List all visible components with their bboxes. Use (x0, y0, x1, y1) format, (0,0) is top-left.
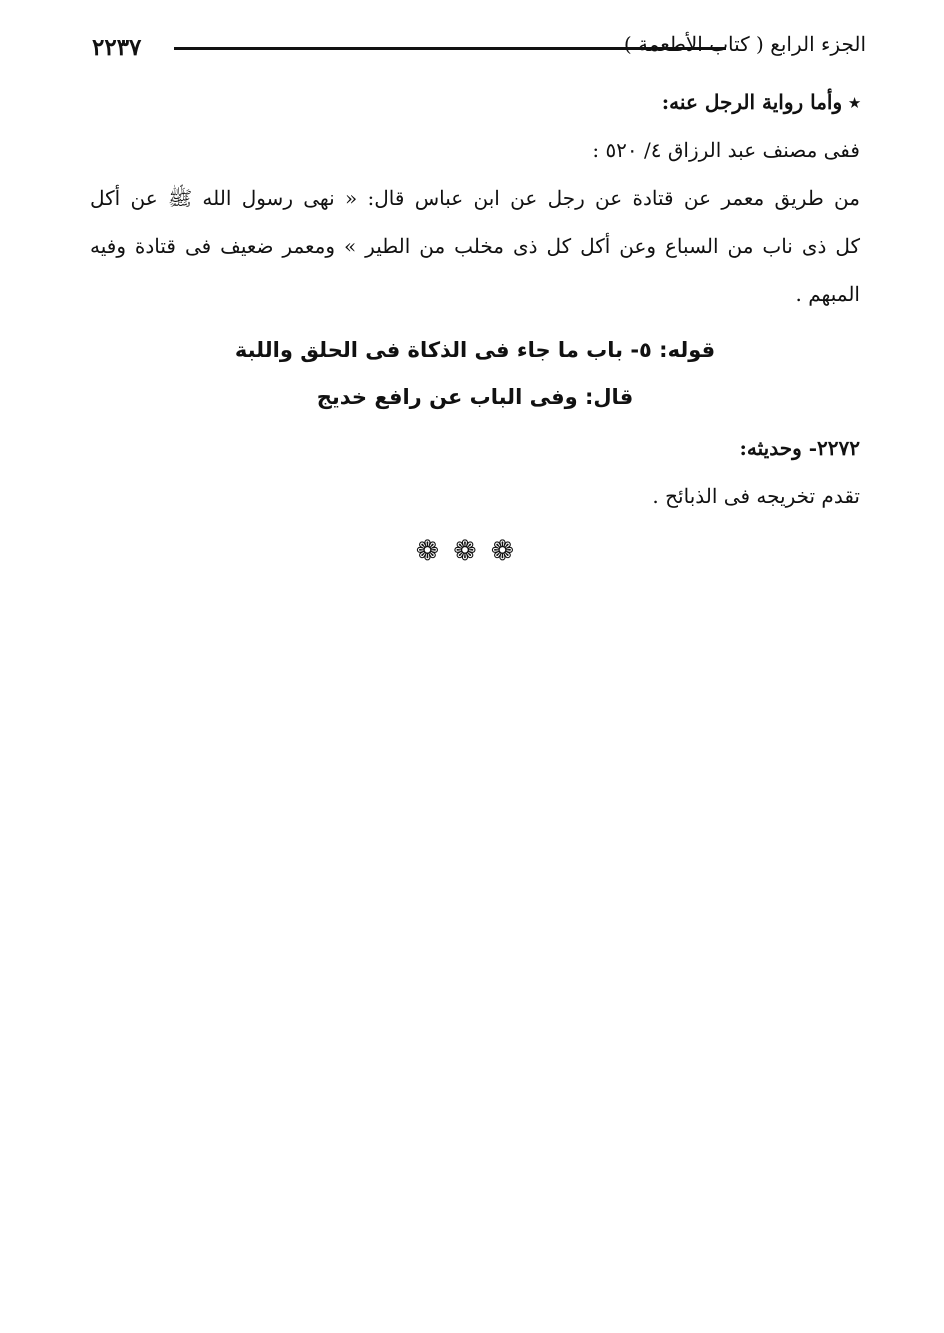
chapter-heading: قوله: ٥- باب ما جاء فى الذكاة فى الحلق واللبة (234, 338, 716, 362)
narration-line: من طريق معمر عن قتادة عن رجل عن ابن عباس قال: « نهى رسول الله ﷺ عن أكل (90, 186, 860, 210)
hadith-number-line: ٢٢٧٢- وحديثه: (739, 436, 860, 460)
narration-line: المبهم . (795, 282, 860, 306)
section-intro-block (90, 78, 860, 174)
chapter-subheading: قال: وفى الباب عن رافع خديج (316, 385, 634, 409)
hadith-block (90, 424, 860, 520)
narration-line: كل ذى ناب من السباع وعن أكل كل ذى مخلب من الطير » ومعمر ضعيف فى قتادة وفيه (90, 234, 860, 258)
section-end-ornaments: ❁❁❁ (415, 534, 529, 567)
takhrij-line: تقدم تخريجه فى الذبائح . (652, 484, 860, 508)
page-number: ٢٢٣٧ (92, 34, 142, 61)
source-line: ففى مصنف عبد الرزاق ٤/ ٥٢٠ : (592, 138, 860, 162)
running-header (92, 32, 866, 66)
narration-paragraph (90, 174, 860, 318)
running-title: الجزء الرابع ( كتاب الأطعمة ) (623, 32, 866, 56)
section-intro: ٭ وأما رواية الرجل عنه: (661, 90, 860, 114)
